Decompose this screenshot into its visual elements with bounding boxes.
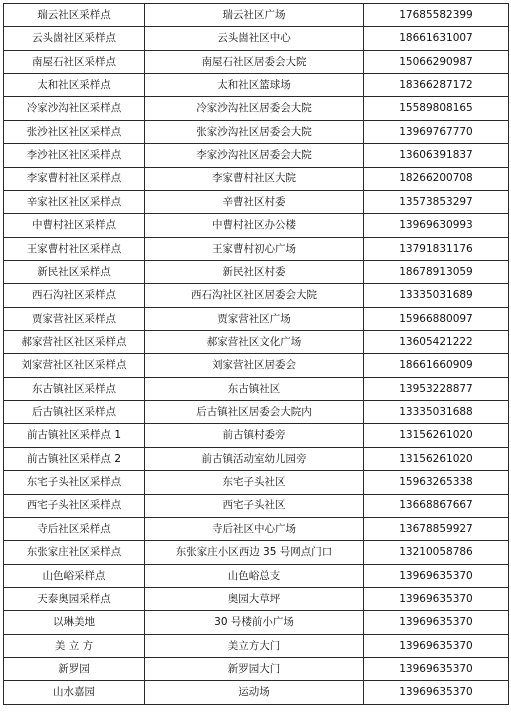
site-name-cell: 新民社区采样点 bbox=[4, 260, 145, 283]
phone-cell: 15966880097 bbox=[364, 307, 509, 330]
table-row bbox=[4, 237, 509, 260]
site-name-cell: 李家曹村社区采样点 bbox=[4, 167, 145, 190]
table-row bbox=[4, 50, 509, 73]
phone-cell: 13969635370 bbox=[364, 658, 509, 681]
table-row bbox=[4, 681, 509, 705]
phone-cell: 18678913059 bbox=[364, 260, 509, 283]
location-cell: 刘家营社区居委会 bbox=[145, 354, 364, 377]
phone-cell: 13969635370 bbox=[364, 634, 509, 657]
location-cell: 寺后社区中心广场 bbox=[145, 517, 364, 540]
table-row bbox=[4, 74, 509, 97]
table-row bbox=[4, 144, 509, 167]
location-cell: 东宅子头社区 bbox=[145, 471, 364, 494]
location-cell: 郝家营社区文化广场 bbox=[145, 331, 364, 354]
table-row bbox=[4, 424, 509, 447]
site-name-cell: 王家曹村社区采样点 bbox=[4, 237, 145, 260]
location-cell: 云头崮社区中心 bbox=[145, 27, 364, 50]
site-name-cell: 寺后社区采样点 bbox=[4, 517, 145, 540]
location-cell: 南屋石社区居委会大院 bbox=[145, 50, 364, 73]
phone-cell: 18366287172 bbox=[364, 74, 509, 97]
site-name-cell: 新罗园 bbox=[4, 658, 145, 681]
phone-cell: 13791831176 bbox=[364, 237, 509, 260]
phone-cell: 13969635370 bbox=[364, 564, 509, 587]
site-name-cell: 东张家庄社区采样点 bbox=[4, 541, 145, 564]
phone-cell: 13156261020 bbox=[364, 447, 509, 470]
phone-cell: 15589808165 bbox=[364, 97, 509, 120]
phone-cell: 15963265338 bbox=[364, 471, 509, 494]
location-cell: 新民社区村委 bbox=[145, 260, 364, 283]
site-name-cell: 前古镇社区采样点 2 bbox=[4, 447, 145, 470]
location-cell: 30 号楼前小广场 bbox=[145, 611, 364, 634]
site-name-cell: 山色峪采样点 bbox=[4, 564, 145, 587]
site-name-cell: 东古镇社区采样点 bbox=[4, 377, 145, 400]
table-row bbox=[4, 377, 509, 400]
sampling-sites-table bbox=[3, 3, 509, 705]
table-row bbox=[4, 260, 509, 283]
phone-cell: 18661660909 bbox=[364, 354, 509, 377]
location-cell: 中曹村社区办公楼 bbox=[145, 214, 364, 237]
location-cell: 李家沙沟社区居委会大院 bbox=[145, 144, 364, 167]
table-row bbox=[4, 284, 509, 307]
phone-cell: 13678859927 bbox=[364, 517, 509, 540]
site-name-cell: 刘家营社区社区采样点 bbox=[4, 354, 145, 377]
table-row bbox=[4, 307, 509, 330]
site-name-cell: 东宅子头社区采样点 bbox=[4, 471, 145, 494]
table-row bbox=[4, 634, 509, 657]
site-name-cell: 李沙社区社区采样点 bbox=[4, 144, 145, 167]
phone-cell: 13668867667 bbox=[364, 494, 509, 517]
phone-cell: 18661631007 bbox=[364, 27, 509, 50]
table-row bbox=[4, 27, 509, 50]
location-cell: 前古镇活动室幼儿园旁 bbox=[145, 447, 364, 470]
location-cell: 山色峪总支 bbox=[145, 564, 364, 587]
site-name-cell: 天泰奥园采样点 bbox=[4, 587, 145, 610]
site-name-cell: 西宅子头社区采样点 bbox=[4, 494, 145, 517]
site-name-cell: 张沙社区社区采样点 bbox=[4, 120, 145, 143]
location-cell: 美立方大门 bbox=[145, 634, 364, 657]
site-name-cell: 太和社区采样点 bbox=[4, 74, 145, 97]
phone-cell: 13953228877 bbox=[364, 377, 509, 400]
phone-cell: 13969767770 bbox=[364, 120, 509, 143]
location-cell: 李家曹村社区大院 bbox=[145, 167, 364, 190]
site-name-cell: 南屋石社区采样点 bbox=[4, 50, 145, 73]
phone-cell: 13969630993 bbox=[364, 214, 509, 237]
location-cell: 太和社区篮球场 bbox=[145, 74, 364, 97]
phone-cell: 13335031689 bbox=[364, 284, 509, 307]
table-row bbox=[4, 4, 509, 27]
location-cell: 冷家沙沟社区居委会大院 bbox=[145, 97, 364, 120]
phone-cell: 13605421222 bbox=[364, 331, 509, 354]
location-cell: 运动场 bbox=[145, 681, 364, 705]
site-name-cell: 冷家沙沟社区采样点 bbox=[4, 97, 145, 120]
table-row bbox=[4, 494, 509, 517]
site-name-cell: 前古镇社区采样点 1 bbox=[4, 424, 145, 447]
table-row bbox=[4, 97, 509, 120]
site-name-cell: 辛家社区社区采样点 bbox=[4, 190, 145, 213]
table-row bbox=[4, 401, 509, 424]
phone-cell: 13210058786 bbox=[364, 541, 509, 564]
table-row bbox=[4, 354, 509, 377]
phone-cell: 13606391837 bbox=[364, 144, 509, 167]
site-name-cell: 贾家营社区采样点 bbox=[4, 307, 145, 330]
site-name-cell: 西石沟社区采样点 bbox=[4, 284, 145, 307]
table-row bbox=[4, 517, 509, 540]
phone-cell: 17685582399 bbox=[364, 4, 509, 27]
location-cell: 奥园大草坪 bbox=[145, 587, 364, 610]
location-cell: 新罗园大门 bbox=[145, 658, 364, 681]
table-row bbox=[4, 658, 509, 681]
site-name-cell: 以琳美地 bbox=[4, 611, 145, 634]
table-row bbox=[4, 167, 509, 190]
table-row bbox=[4, 587, 509, 610]
site-name-cell: 郝家营社区社区采样点 bbox=[4, 331, 145, 354]
table-row bbox=[4, 564, 509, 587]
site-name-cell: 后古镇社区采样点 bbox=[4, 401, 145, 424]
table-row bbox=[4, 447, 509, 470]
phone-cell: 18266200708 bbox=[364, 167, 509, 190]
site-name-cell: 云头崮社区采样点 bbox=[4, 27, 145, 50]
phone-cell: 13969635370 bbox=[364, 681, 509, 705]
site-name-cell: 瑞云社区采样点 bbox=[4, 4, 145, 27]
phone-cell: 13335031688 bbox=[364, 401, 509, 424]
location-cell: 东张家庄小区西边 35 号网点门口 bbox=[145, 541, 364, 564]
location-cell: 瑞云社区广场 bbox=[145, 4, 364, 27]
location-cell: 王家曹村初心广场 bbox=[145, 237, 364, 260]
phone-cell: 13573853297 bbox=[364, 190, 509, 213]
location-cell: 贾家营社区广场 bbox=[145, 307, 364, 330]
location-cell: 后古镇社区居委会大院内 bbox=[145, 401, 364, 424]
phone-cell: 13969635370 bbox=[364, 611, 509, 634]
location-cell: 张家沙沟社区居委会大院 bbox=[145, 120, 364, 143]
location-cell: 西宅子头社区 bbox=[145, 494, 364, 517]
location-cell: 东古镇社区 bbox=[145, 377, 364, 400]
table-row bbox=[4, 471, 509, 494]
table-row bbox=[4, 120, 509, 143]
table-row bbox=[4, 214, 509, 237]
phone-cell: 15066290987 bbox=[364, 50, 509, 73]
phone-cell: 13969635370 bbox=[364, 587, 509, 610]
table-row bbox=[4, 541, 509, 564]
site-name-cell: 美 立 方 bbox=[4, 634, 145, 657]
site-name-cell: 山水嘉园 bbox=[4, 681, 145, 705]
table-row bbox=[4, 611, 509, 634]
phone-cell: 13156261020 bbox=[364, 424, 509, 447]
site-name-cell: 中曹村社区采样点 bbox=[4, 214, 145, 237]
table-row bbox=[4, 331, 509, 354]
location-cell: 辛曹社区村委 bbox=[145, 190, 364, 213]
table-row bbox=[4, 190, 509, 213]
location-cell: 前古镇村委旁 bbox=[145, 424, 364, 447]
location-cell: 西石沟社区社区居委会大院 bbox=[145, 284, 364, 307]
table-body bbox=[4, 4, 509, 705]
